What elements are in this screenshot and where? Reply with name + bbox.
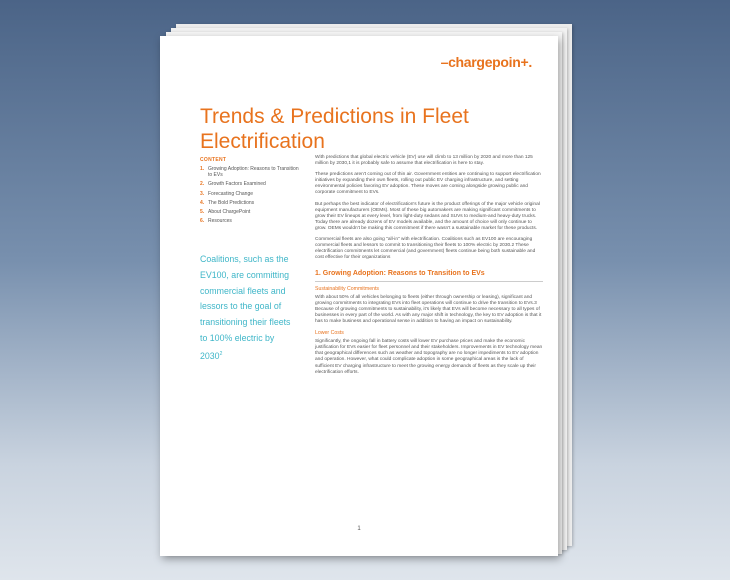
paragraph: These predictions aren't coming out of thin air. Government entities are continuing to support electrification initiatives by expanding their own fleets, rolling out public EV charging infrastructure, and setting environmental policies favoring EV adoption. These moves are coming alongside growing public and corporate commitment to EVs.: [315, 172, 541, 196]
contents-item[interactable]: 3. Forecasting Change: [200, 190, 254, 197]
paragraph: With about 50% of all vehicles belonging to fleets (either through ownership or leasing), significant and growing commitments to integrating EVs into fleet operations will continue to drive the transition to EVs.3 Because of growing commitments to sustainability, it's likely that EVs will become necessary to all types of businesses in every part of the world. As with any major shift in technology, the key to EV adoption is that it has to make business and operational sense in addition to having an impact on sustainability.: [315, 294, 542, 324]
contents-item[interactable]: 4. The Bold Predictions: [200, 199, 255, 206]
subsection-heading: Sustainability Commitments: [315, 285, 380, 292]
contents-item[interactable]: 6. Resources: [200, 218, 232, 225]
table-of-contents: [200, 157, 300, 228]
document-title: Trends & Predictions in Fleet Electrification: [200, 105, 469, 154]
paragraph: But perhaps the best indicator of electrification's future is the product offerings of the major vehicle original equipment manufacturers (OEMs). Most of these big automakers are making significant commitments to grow their EV lineups at every level, from light-duty sedans and SUVs to medium-and heavy-duty trucks. Today there are already dozens of EV models available, and the amount of choice will only continue to grow. OEMs wouldn't be making this commitment if there wasn't a sustainable market for these products.: [315, 201, 540, 231]
pull-quote: Coalitions, such as the EV100, are committing commercial fleets and lessors to the goal of transitioning their fleets to 100% electric by 2030$^2$: [200, 254, 291, 361]
contents-header: CONTENT: [200, 157, 227, 163]
chargepoint-logo: –chargepoin+.: [440, 54, 532, 70]
section-heading: 1. Growing Adoption: Reasons to Transition to EVs: [315, 271, 543, 281]
contents-item[interactable]: 1. Growing Adoption: Reasons to Transition to EVs: [200, 166, 299, 178]
subsection-heading: Lower Costs: [315, 330, 344, 337]
paragraph: With predictions that global electric vehicle (EV) use will climb to 13 million by 2020 and more than 125 million by 2030,1 it is probably safe to assume that electrification is here to stay.: [315, 155, 533, 167]
body-text: [315, 155, 543, 381]
contents-item[interactable]: 5. About ChargePoint: [200, 209, 251, 216]
document-page: [160, 36, 558, 556]
contents-item[interactable]: 2. Growth Factors Examined: [200, 181, 266, 188]
page-number: 1: [357, 526, 361, 532]
footnote-ref: 2: [219, 350, 223, 357]
paragraph: Commercial fleets are also going "all-in" with electrification. Coalitions such as EV100 are encouraging commercial fleets and lessors to commit to transitioning their fleets to 100% electric by 2030.2 These electrification commitments let commercial (and government) fleets continue being both sustainable and cost effective for their organizations: [315, 237, 536, 261]
paragraph: Significantly, the ongoing fall in battery costs will lower EV purchase prices and make the economic justification for EVs easier for fleet personnel and their stakeholders. Improvements in EV technology mean that geographical differences such as weather and topography are no longer impediments to EV adoption and operation. However, what could complicate adoption in some geographical areas is the lack of sufficient EV charging infrastructure to meet the growing energy demands of fleets as they scale up their electrification efforts.: [315, 339, 543, 375]
